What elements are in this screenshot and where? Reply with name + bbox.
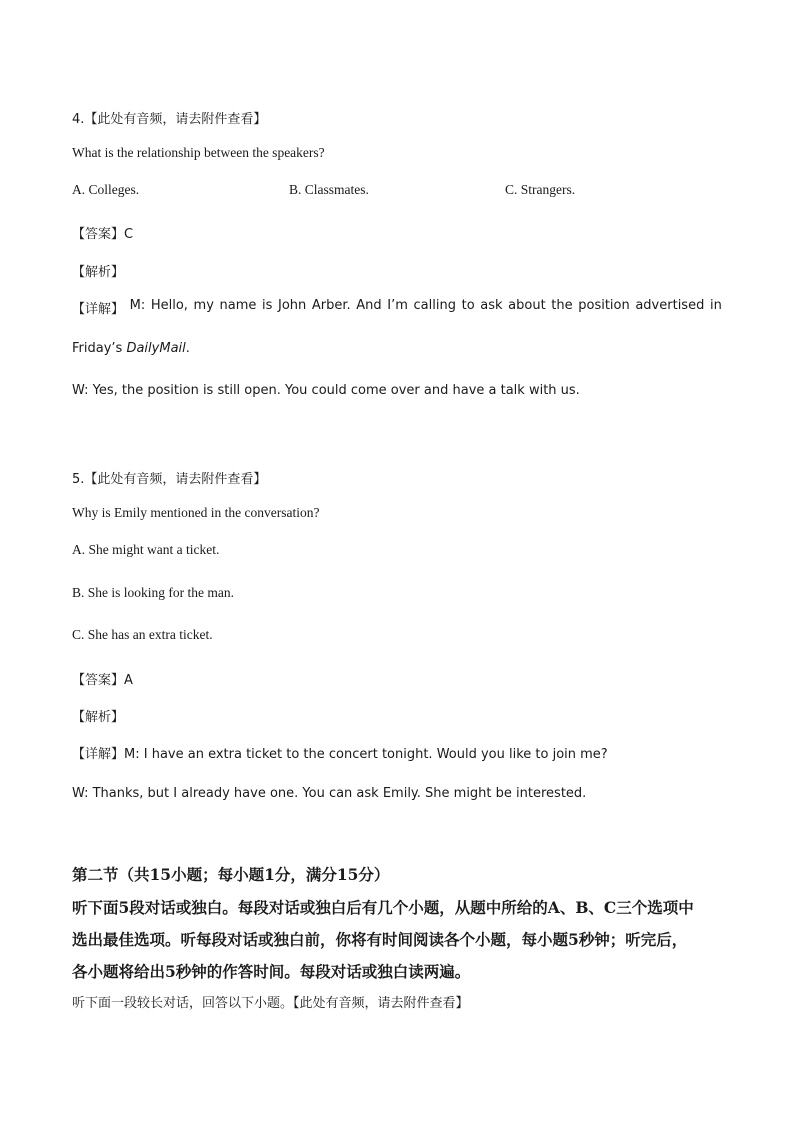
word: is (262, 298, 273, 313)
q4-answer (72, 223, 133, 242)
word: about (508, 298, 546, 313)
word: Hello, (150, 298, 188, 313)
q5-woman-line: W: Thanks, but I already have one. You can ask Emily. She might be interested. (72, 786, 587, 801)
section2-instruction-1: 听下面5段对话或独白。每段对话或独白后有几个小题，从题中所给的A、B、C三个选项中 (72, 898, 694, 917)
word: name (219, 298, 257, 313)
word: Arber. (311, 298, 351, 313)
q4-option-a: A. Colleges. (72, 182, 140, 197)
q4-question: What is the relationship between the speakers? (72, 145, 325, 160)
word: advertised (635, 298, 705, 313)
word: to (461, 298, 475, 313)
word: M: (129, 298, 146, 313)
answer-label: 【答案】 (72, 673, 125, 688)
word: in (709, 298, 722, 313)
section2-instruction-3: 各小题将给出5秒钟的作答时间。每段对话或独白读两遍。 (72, 962, 471, 981)
word: my (193, 298, 214, 313)
word: And (356, 298, 382, 313)
answer-label: 【答案】 (72, 227, 125, 242)
q4-number-label: 4.【此处有音频，请去附件查看】 (72, 112, 267, 127)
section2-instruction-2: 选出最佳选项。听每段对话或独白前，你将有时间阅读各个小题，每小题5秒钟；听完后， (72, 930, 688, 949)
detail-suffix: . (185, 341, 190, 356)
newspaper-title: DailyMail (126, 341, 186, 356)
q5-analysis-label: 【解析】 (72, 710, 125, 725)
section2-heading: 第二节（共15小题；每小题1分，满分15分） (72, 865, 390, 884)
q4-option-b: B. Classmates. (289, 182, 369, 197)
q5-number-label: 5.【此处有音频，请去附件查看】 (72, 472, 267, 487)
q5-question: Why is Emily mentioned in the conversation? (72, 505, 320, 520)
answer-value: A (124, 673, 133, 688)
word: the (551, 298, 573, 313)
word: I’m (387, 298, 408, 313)
q4-detail-line2 (72, 341, 190, 356)
detail-label: 【详解】 (72, 747, 125, 762)
word: calling (413, 298, 456, 313)
q4-woman-line: W: Yes, the position is still open. You could come over and have a talk with us. (72, 383, 580, 398)
q4-option-c: C. Strangers. (505, 182, 576, 197)
answer-value: C (124, 227, 134, 242)
q4-detail-line1 (72, 298, 722, 317)
q4-analysis-label: 【解析】 (72, 265, 125, 280)
q5-option-a: A. She might want a ticket. (72, 542, 220, 557)
word: position (578, 298, 630, 313)
word: ask (480, 298, 503, 313)
detail-label: 【详解】 (72, 302, 125, 317)
detail-text: M: I have an extra ticket to the concert tonight. Would you like to join me? (124, 747, 608, 762)
q5-detail-line (72, 743, 608, 762)
q5-answer (72, 669, 133, 688)
q5-option-c: C. She has an extra ticket. (72, 627, 213, 642)
word: John (278, 298, 307, 313)
detail-prefix: Friday’s (72, 341, 123, 356)
q5-option-b: B. She is looking for the man. (72, 585, 234, 600)
section2-listen-prompt: 听下面一段较长对话，回答以下小题。【此处有音频，请去附件查看】 (72, 996, 469, 1011)
